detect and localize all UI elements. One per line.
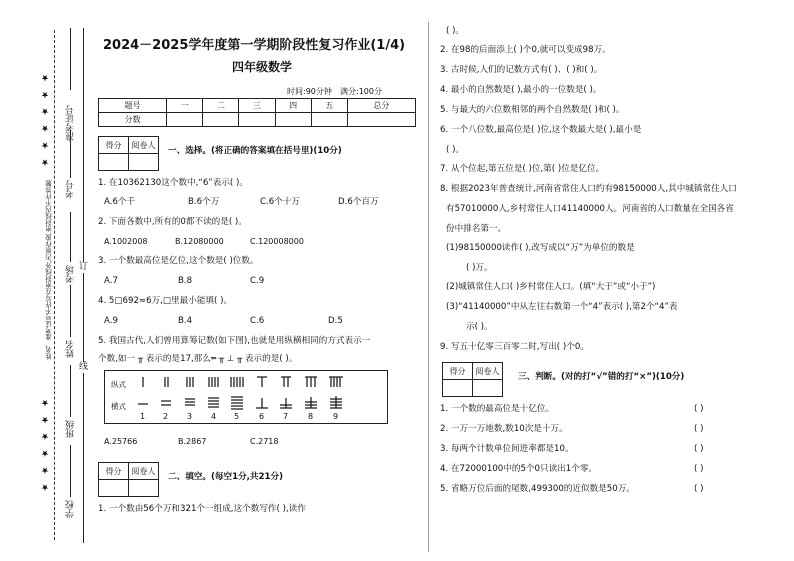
score-input-cell[interactable] [167,113,203,127]
s2-q1: 1. 一个数由56个万和321个一组成,这个数写作( ),读作 [98,504,306,514]
margin-id-label: 准考证号 [66,105,76,141]
page-title: 2024－2025学年度第一学期阶段性复习作业(1/4) [103,38,406,53]
s1-q1-opt: D.6个百万 [338,197,379,207]
score-input-cell[interactable] [203,113,239,127]
s3-paren[interactable]: ( ) [694,464,704,474]
margin-stars-top: ★ ★ ★ ★ ★ ★ [40,70,50,167]
s1-q5-opt: B.2867 [178,437,207,446]
score-header-cell: 一 [167,99,203,113]
s1-q1-opt: B.6个万 [188,197,220,207]
margin-room-label: 考号 [66,180,76,198]
rod-glyphs [105,371,387,423]
margin-room2-line [70,212,71,262]
score-input-cell[interactable] [275,113,311,127]
margin-class-label: 班级 [66,420,76,438]
s3-paren[interactable]: ( ) [694,424,704,434]
rod-label-horizontal: 横式 [111,402,126,411]
s1-q5-line1: 5. 我国古代,人们曾用算筹记数(如下图),也就是用纵横相同的方式表示一 [98,336,371,346]
section3-title: 三、判断。(对的打“√”错的打“×”)(10分) [518,372,685,382]
s2-q4: 4. 最小的自然数是( ),最小的一位数是( )。 [440,85,602,95]
s1-q2-opt: C.120008000 [250,237,304,246]
score-box-input[interactable] [99,480,129,497]
margin-school-label: 学校 [66,500,76,518]
score-box-label: 阅卷人 [473,363,503,380]
score-box-input[interactable] [473,380,503,397]
score-box-label: 得分 [99,137,129,154]
score-box-label: 得分 [443,363,473,380]
s1-q4-opt: D.5 [328,316,343,326]
margin-room2-label: 考场 [66,265,76,283]
s1-q1: 1. 在10362130这个数中,“6”表示( )。 [98,178,248,188]
s1-q5-line2: 个数,如一 ╥ 表示的是17,那么═ ╥ ⊥ ╥ 表示的是( )。 [98,354,298,364]
s1-q4-opt: A.9 [104,316,118,326]
score-header-cell: 总分 [347,99,415,113]
s1-q3: 3. 一个数最高位是亿位,这个数是( )位数。 [98,256,259,266]
score-table [98,98,416,127]
score-box-label: 阅卷人 [129,137,159,154]
s1-q2: 2. 下面各数中,所有的0都不读的是( )。 [98,217,247,227]
s3-item: 1. 一个数的最高位是十亿位。 [440,404,555,414]
score-input-cell[interactable] [347,113,415,127]
score-header-cell: 五 [311,99,347,113]
column-divider [428,22,429,552]
section1-score-box [98,136,159,171]
s3-item: 2. 一万一万地数,数10次是十万。 [440,424,568,434]
s2-q7: 7. 从个位起,第五位是( )位,第( )位是亿位。 [440,164,605,174]
s1-q4: 4. 5□692≈6万,□里最小能填( )。 [98,296,233,306]
s2-q9: 9. 写五十亿零三百零二时,写出( )个0。 [440,342,589,352]
section1-title: 一、选择。(将正确的答案填在括号里)(10分) [168,146,342,156]
s1-q1-opt: A.6个千 [104,197,136,207]
s1-q5-opt: A.25766 [104,437,138,446]
rod-digit: 6 [259,412,265,421]
s2-q8-sub3: (3)“41140000”中从左往右数第一个“4”表示( ),第2个“4”表 [446,302,678,312]
exam-full-score: 满分:100分 [340,87,382,96]
s2-q8-line3: 份中排名第一。 [446,224,507,234]
rod-digit: 2 [163,412,169,421]
score-header-cell: 题号 [99,99,167,113]
s2-q8-sub3-cont: 示( )。 [466,322,493,332]
s2-q6-cont: ( )。 [446,145,465,155]
s3-paren[interactable]: ( ) [694,444,704,454]
score-box-input[interactable] [129,480,159,497]
score-input-cell[interactable] [239,113,275,127]
rod-digit: 4 [211,412,217,421]
s2-q8-sub1-cont: ( )万。 [466,263,493,273]
s1-q4-opt: C.6 [250,316,265,326]
margin-notice: 姓名、准考证号不许写在密封线外,否则作废,密封线内不许答题 [45,180,53,360]
margin-id-line [70,28,71,90]
section3-score-box [442,362,503,397]
margin-school-line [70,445,71,497]
rod-digit: 5 [234,412,240,421]
s3-item: 3. 每两个计数单位间进率都是10。 [440,444,574,454]
s3-paren[interactable]: ( ) [694,404,704,414]
s2-q2: 2. 在98的后面添上( )个0,就可以变成98万。 [440,45,611,55]
section2-score-box [98,462,159,497]
page-subtitle: 四年级数学 [232,60,293,74]
s2-q8-sub1: (1)98150000读作( ),改写成以“万”为单位的数是 [446,243,635,253]
seal-ding: 订 [79,262,89,272]
margin-room-line [70,130,71,178]
margin-class-line [70,365,71,417]
s1-q2-opt: A.1002008 [104,237,148,246]
score-header-cell: 三 [239,99,275,113]
score-box-label: 得分 [99,463,129,480]
s2-q8-sub2: (2)城镇常住人口( )乡村常住人口。(填“大于”或“小于”) [446,282,656,292]
s1-q3-opt: A.7 [104,276,118,286]
seal-line-inner [83,28,84,543]
score-box-input[interactable] [443,380,473,397]
s1-q4-opt: B.4 [178,316,193,326]
rod-digit: 8 [308,412,314,421]
seal-line [54,30,55,540]
s2-q8-line1: 8. 根据2023年普查统计,河南省常住人口约有98150000人,其中城镇常住人口 [440,184,737,194]
section2-title: 二、填空。(每空1分,共21分) [168,472,283,482]
s3-item: 4. 在72000100中的5个0只读出1个零。 [440,464,598,474]
score-box-input[interactable] [129,154,159,171]
score-row-label: 分数 [99,113,167,127]
margin-name-label: 姓名 [66,340,76,358]
s2-q8-line2: 有57010000人,乡村常住人口41140000人。河南省的人口数量在全国各省 [446,204,734,214]
score-header-cell: 二 [203,99,239,113]
score-header-cell: 四 [275,99,311,113]
counting-rods-figure [104,370,388,424]
margin-stars-bottom: ★ ★ ★ ★ ★ ★ [40,395,50,492]
rod-digit: 1 [140,412,146,421]
s1-q1-opt: C.6个十万 [260,197,300,207]
seal-xian: 线 [79,362,89,372]
s1-q3-opt: C.9 [250,276,265,286]
score-box-input[interactable] [99,154,129,171]
s1-q5-opt: C.2718 [250,437,279,446]
s1-q3-opt: B.8 [178,276,193,286]
margin-name-line [70,285,71,337]
rod-digit: 7 [283,412,289,421]
score-input-cell[interactable] [311,113,347,127]
s2-q5: 5. 与最大的六位数相邻的两个自然数是( )和( )。 [440,105,625,115]
s3-paren[interactable]: ( ) [694,484,704,494]
s2-q1-cont: ( )。 [446,26,465,36]
exam-time: 时间:90分钟 [287,87,332,96]
s3-item: 5. 省略万位后面的尾数,499300的近似数是50万。 [440,484,635,494]
s2-q3: 3. 古时候,人们的记数方式有( )、( )和( )。 [440,65,603,75]
rod-digit: 9 [333,412,339,421]
s1-q2-opt: B.12080000 [175,237,224,246]
rod-digit: 3 [187,412,193,421]
score-box-label: 阅卷人 [129,463,159,480]
rod-label-vertical: 纵式 [111,380,126,389]
s2-q6: 6. 一个八位数,最高位是( )位,这个数最大是( ),最小是 [440,125,642,135]
